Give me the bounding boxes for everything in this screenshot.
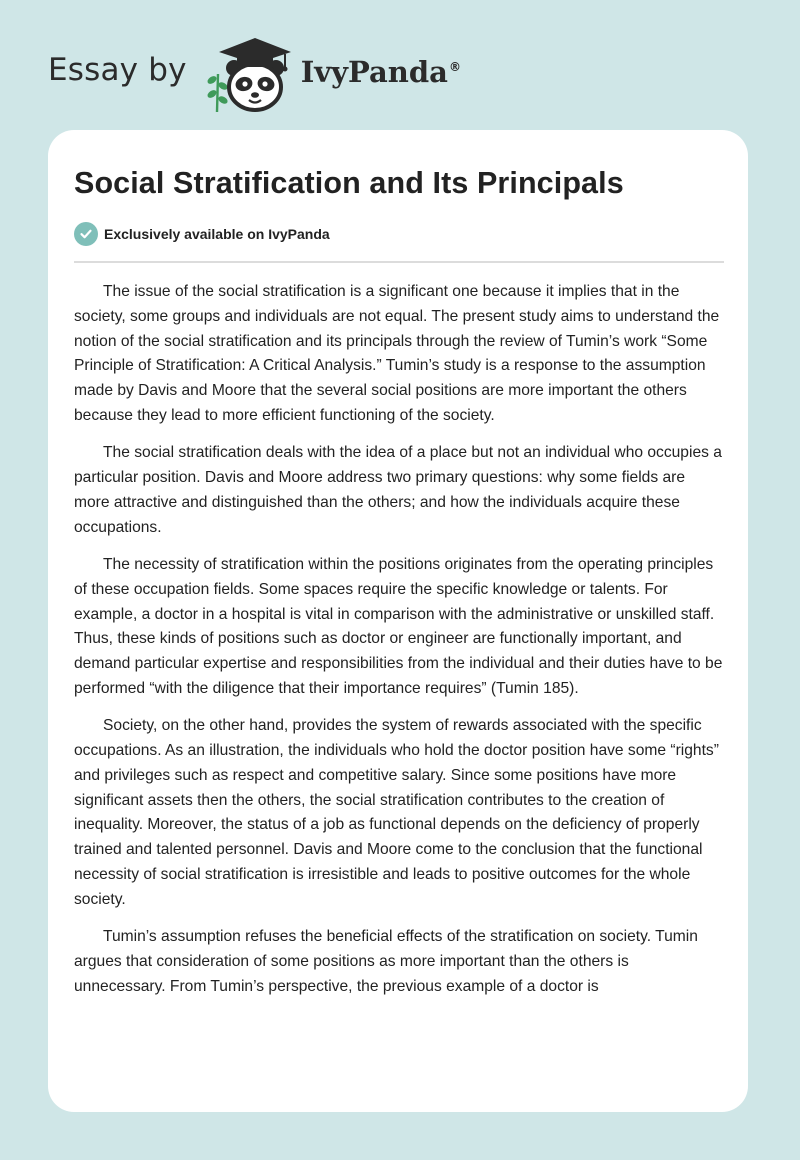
exclusive-badge-label: Exclusively available on IvyPanda <box>104 226 330 242</box>
essay-paragraph: The social stratification deals with the idea of a place but not an individual who occupies a particular position. Davis and Moore address two primary questions: why some fields are more attractive and distinguished than the others; and how the individuals acquire these occupations. <box>74 444 722 536</box>
essay-paragraph: The necessity of stratification within the positions originates from the operating principles of these occupation fields. Some spaces require the specific knowledge or talents. For example, a doctor in a hospital is vital in comparison with the administrative or unskilled staff. Thus, these kinds of positions such as doctor or engineer are functionally important, and demand particular expertise and responsibilities from the individual and their duties have to be performed “with the diligence that their importance requires” (Tumin 185). <box>74 555 723 697</box>
panda-graduate-icon <box>203 34 295 114</box>
title-divider <box>74 261 724 263</box>
check-circle-icon <box>74 222 98 246</box>
essay-paragraph: Tumin’s assumption refuses the beneficial effects of the stratification on society. Tumin argues that consideration of some positions as more important than the others is unnecessary. From Tumin’s perspective, the previous example of a doctor is <box>74 928 698 995</box>
registered-mark: ® <box>448 60 461 75</box>
essay-card <box>48 130 748 1112</box>
essay-body <box>74 280 724 1012</box>
brand-header[interactable] <box>48 34 461 114</box>
essay-paragraph: The issue of the social stratification is a significant one because it implies that in the society, some groups and individuals are not equal. The present study aims to understand the notion of the social stratification and its principals through the review of Tumin’s work “Some Principle of Stratification: A Critical Analysis.” Tumin’s study is a response to the assumption made by Davis and Moore that the several social positions are more important the others because they lead to more efficient functioning of the society. <box>74 283 720 424</box>
essay-paragraph: Society, on the other hand, provides the system of rewards associated with the specific occupations. As an illustration, the individuals who hold the doctor position have some “rights” and privileges such as respect and competitive salary. Since some positions have more significant assets then the others, the social stratification contributes to the creation of inequality. Moreover, the status of a job as functional depends on the deficiency of properly trained and talented personnel. Davis and Moore come to the conclusion that the functional necessity of social stratification is irresistible and leads to positive outcomes for the whole society. <box>74 717 719 908</box>
essay-title: Social Stratification and Its Principals <box>74 166 624 200</box>
brand-prefix: Essay by <box>48 52 187 88</box>
exclusive-badge <box>74 222 330 246</box>
brand-name: IvyPanda® <box>300 55 461 89</box>
